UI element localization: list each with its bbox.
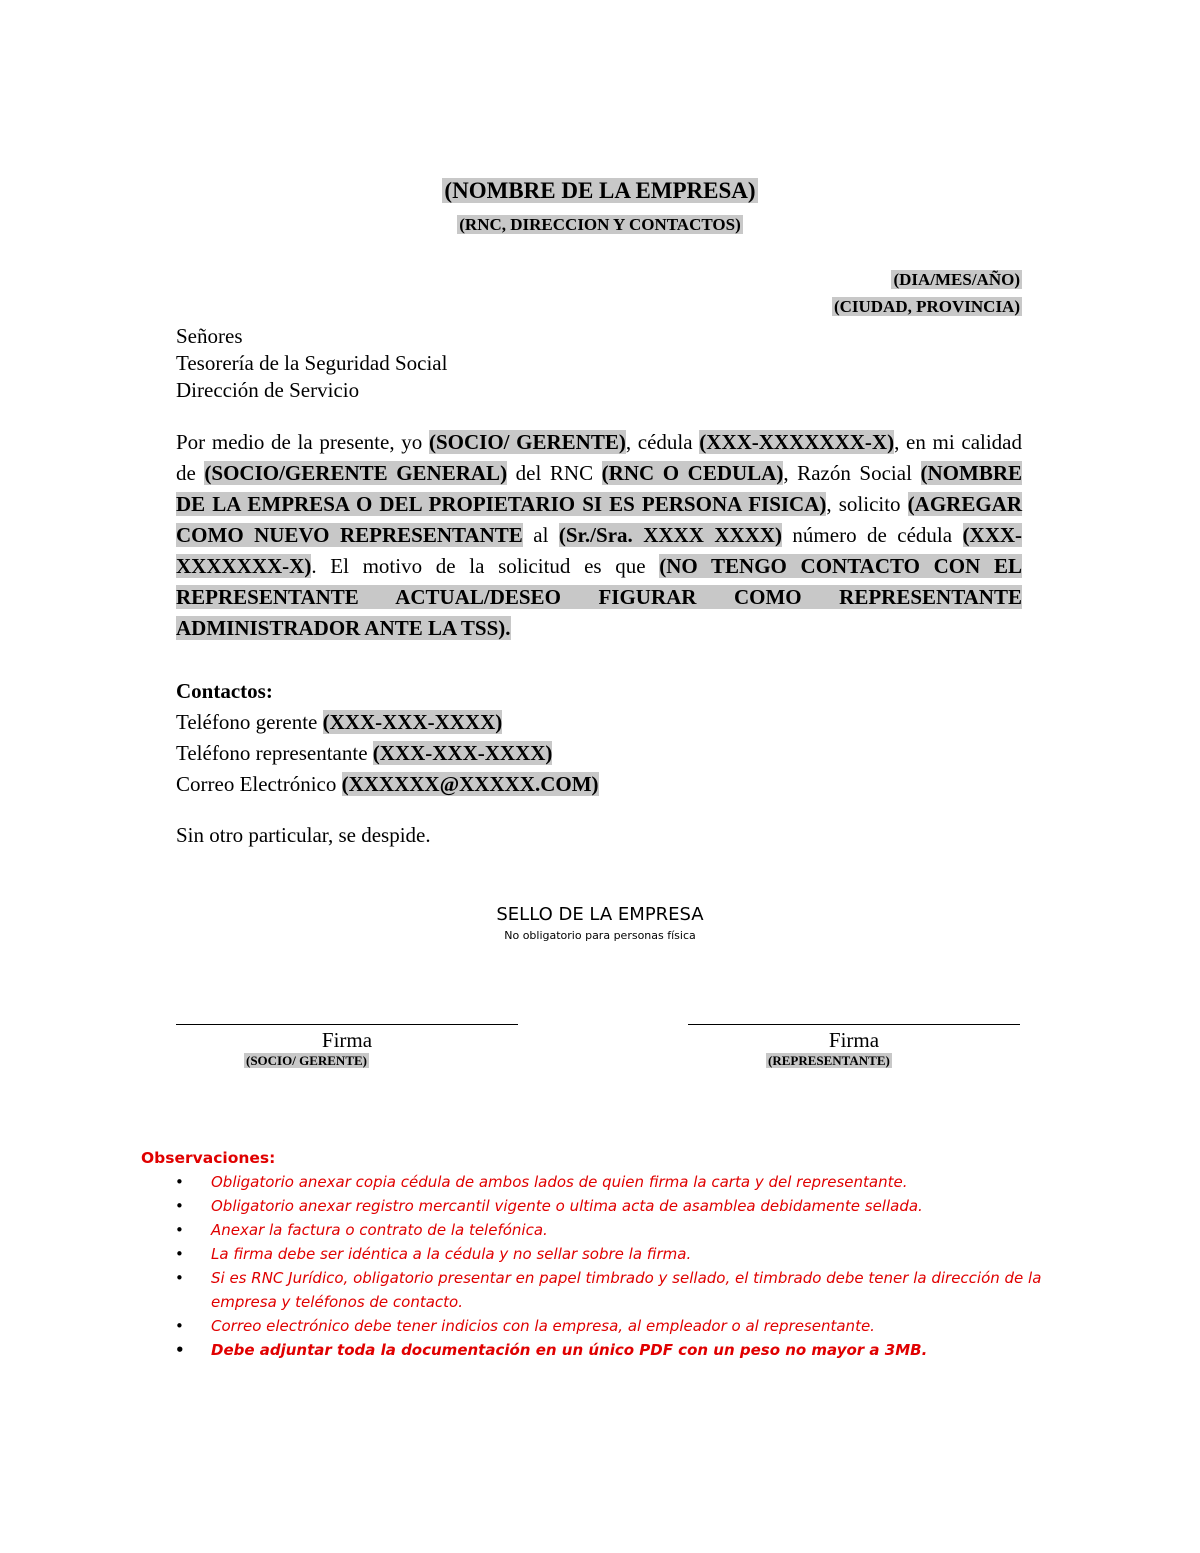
signature-line (688, 1024, 1020, 1025)
body-text: , en mi calidad de (176, 430, 1023, 485)
company-details (0, 215, 1200, 235)
stamp-note: No obligatorio para personas física (504, 929, 696, 942)
observation-text: Obligatorio anexar registro mercantil vigente o ultima acta de asamblea debidamente sellada. (211, 1197, 923, 1215)
signature-right (688, 1024, 1020, 1069)
observations-block (141, 1149, 1061, 1362)
observation-text: Si es RNC Jurídico, obligatorio presentar en papel timbrado y sellado, el timbrado debe tener la dirección de la empresa y teléfonos de contacto. (211, 1269, 1042, 1311)
placeholder-company: (NOMBRE DE LA EMPRESA O DEL PROPIETARIO SI ES PERSONA FISICA) (176, 461, 1022, 516)
observations-list (141, 1170, 1061, 1362)
placeholder-role: (SOCIO/ GERENTE) (428, 430, 626, 454)
bullet-icon: • (175, 1245, 184, 1263)
bullet-icon: • (175, 1197, 184, 1215)
body-text: número de cédula (781, 523, 963, 547)
observation-item (175, 1194, 1061, 1218)
bullet-icon: • (175, 1341, 185, 1359)
signature-label: Firma (321, 1028, 373, 1052)
signature-left (176, 1024, 518, 1069)
placeholder-reason: (NO TENGO CONTACTO CON EL REPRESENTANTE ACTUAL/DESEO FIGURAR COMO REPRESENTANTE ADMINISTRADOR ANTE LA TSS). (176, 554, 1022, 640)
company-details-text: (RNC, DIRECCION Y CONTACTOS) (459, 215, 741, 234)
signature-label: Firma (828, 1028, 880, 1052)
observation-item (175, 1266, 1061, 1314)
placeholder-rnc: (RNC O CEDULA) (601, 461, 784, 485)
recipient-line: Tesorería de la Seguridad Social (176, 351, 448, 375)
signature-role (176, 1053, 518, 1069)
observation-text: La firma debe ser idéntica a la cédula y no sellar sobre la firma. (211, 1245, 692, 1263)
observation-text: Anexar la factura o contrato de la telefónica. (211, 1221, 548, 1239)
city-line (832, 297, 1022, 317)
stamp-block (0, 904, 1200, 942)
company-name (0, 178, 1200, 204)
recipient-block (176, 323, 447, 404)
placeholder-capacity: (SOCIO/GERENTE GENERAL) (204, 461, 508, 485)
body-text: al (522, 523, 559, 547)
city-text: (CIUDAD, PROVINCIA) (833, 297, 1020, 316)
contact-line (176, 738, 599, 769)
observation-item (175, 1218, 1061, 1242)
placeholder-id: (XXX-XXXXXXX-X) (699, 430, 895, 454)
bullet-icon: • (175, 1269, 184, 1287)
contact-value: (XXXXXX@XXXXX.COM) (341, 772, 599, 796)
contact-value: (XXX-XXX-XXXX) (322, 710, 503, 734)
body-text: del RNC (507, 461, 602, 485)
body-text: , cédula (625, 430, 700, 454)
observation-text: Correo electrónico debe tener indicios con la empresa, al empleador o al representante. (211, 1317, 875, 1335)
contacts-heading: Contactos: (176, 679, 273, 703)
bullet-icon: • (175, 1221, 184, 1239)
contact-line (176, 707, 599, 738)
contact-label: Teléfono gerente (176, 710, 323, 734)
signature-role-text: (REPRESENTANTE) (768, 1053, 890, 1068)
closing-line: Sin otro particular, se despide. (176, 823, 431, 847)
contacts-block (176, 676, 599, 800)
placeholder-request: (AGREGAR COMO NUEVO REPRESENTANTE (176, 492, 1022, 547)
recipient-line: Señores (176, 324, 243, 348)
signature-role (688, 1053, 1020, 1069)
observation-text: Debe adjuntar toda la documentación en un único PDF con un peso no mayor a 3MB. (211, 1341, 928, 1359)
placeholder-rep-id: (XXX-XXXXXXX-X) (176, 523, 1023, 578)
stamp-title: SELLO DE LA EMPRESA (496, 904, 704, 925)
observation-item (175, 1170, 1061, 1194)
observation-text: Obligatorio anexar copia cédula de ambos lados de quien firma la carta y del representante. (211, 1173, 908, 1191)
signature-line (176, 1024, 518, 1025)
signature-role-text: (SOCIO/ GERENTE) (246, 1053, 367, 1068)
observation-item (175, 1338, 1061, 1362)
body-text: Por medio de la presente, yo (176, 430, 429, 454)
company-name-text: (NOMBRE DE LA EMPRESA) (444, 178, 756, 203)
contact-value: (XXX-XXX-XXXX) (372, 741, 553, 765)
body-text: , solicito (826, 492, 908, 516)
contact-label: Correo Electrónico (176, 772, 342, 796)
bullet-icon: • (175, 1173, 184, 1191)
contact-line (176, 769, 599, 800)
contact-label: Teléfono representante (176, 741, 373, 765)
observation-item (175, 1242, 1061, 1266)
observation-item (175, 1314, 1061, 1338)
observations-heading: Observaciones: (141, 1149, 276, 1167)
date-line (891, 270, 1022, 290)
body-text: . El motivo de la solicitud es que (311, 554, 660, 578)
date-text: (DIA/MES/AÑO) (893, 270, 1020, 289)
recipient-line: Dirección de Servicio (176, 378, 360, 402)
placeholder-rep-name: (Sr./Sra. XXXX XXXX) (558, 523, 782, 547)
bullet-icon: • (175, 1317, 184, 1335)
body-text: , Razón Social (783, 461, 921, 485)
body-paragraph (176, 427, 1022, 644)
